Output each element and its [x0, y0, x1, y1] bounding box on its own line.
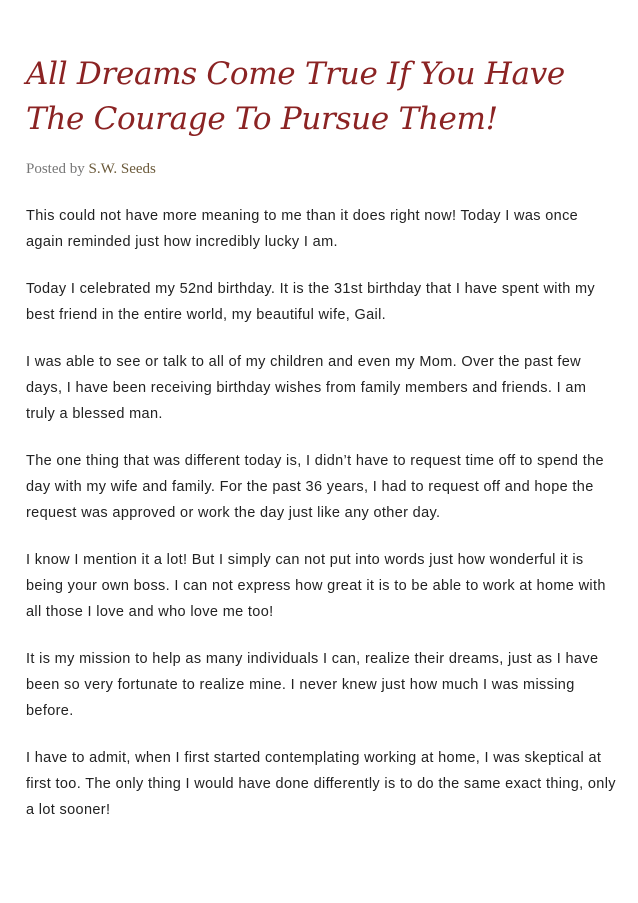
post-content — [26, 203, 618, 823]
post-byline — [26, 159, 618, 179]
post-paragraph: Today I celebrated my 52nd birthday. It is the 31st birthday that I have spent with my best friend in the entire world, my beautiful wife, Gail. — [26, 281, 596, 323]
post-paragraph: This could not have more meaning to me than it does right now! Today I was once again reminded just how incredibly lucky I am. — [26, 208, 579, 250]
post-paragraph: I have to admit, when I first started contemplating working at home, I was skeptical at first too. The only thing I would have done differently is to do the same exact thing, only a lot sooner! — [26, 750, 616, 818]
post-paragraph: It is my mission to help as many individuals I can, realize their dreams, just as I have been so very fortunate to realize mine. I never knew just how much I was missing before. — [26, 651, 599, 719]
byline-prefix: Posted by — [26, 161, 85, 177]
post-title: All Dreams Come True If You Have The Courage To Pursue Them! — [26, 56, 565, 137]
post-paragraph: I know I mention it a lot! But I simply can not put into words just how wonderful it is being your own boss. I can not express how great it is to be able to work at home with all those I love and who love me too! — [26, 552, 606, 620]
post-paragraph: The one thing that was different today is, I didn’t have to request time off to spend the day with my wife and family. For the past 36 years, I had to request off and hope the request was approved or work the day just like any other day. — [26, 453, 604, 521]
blog-post — [26, 52, 618, 844]
author-link[interactable]: S.W. Seeds — [88, 161, 156, 177]
post-paragraph: I was able to see or talk to all of my children and even my Mom. Over the past few days, I have been receiving birthday wishes from family members and friends. I am truly a blessed man. — [26, 354, 587, 422]
